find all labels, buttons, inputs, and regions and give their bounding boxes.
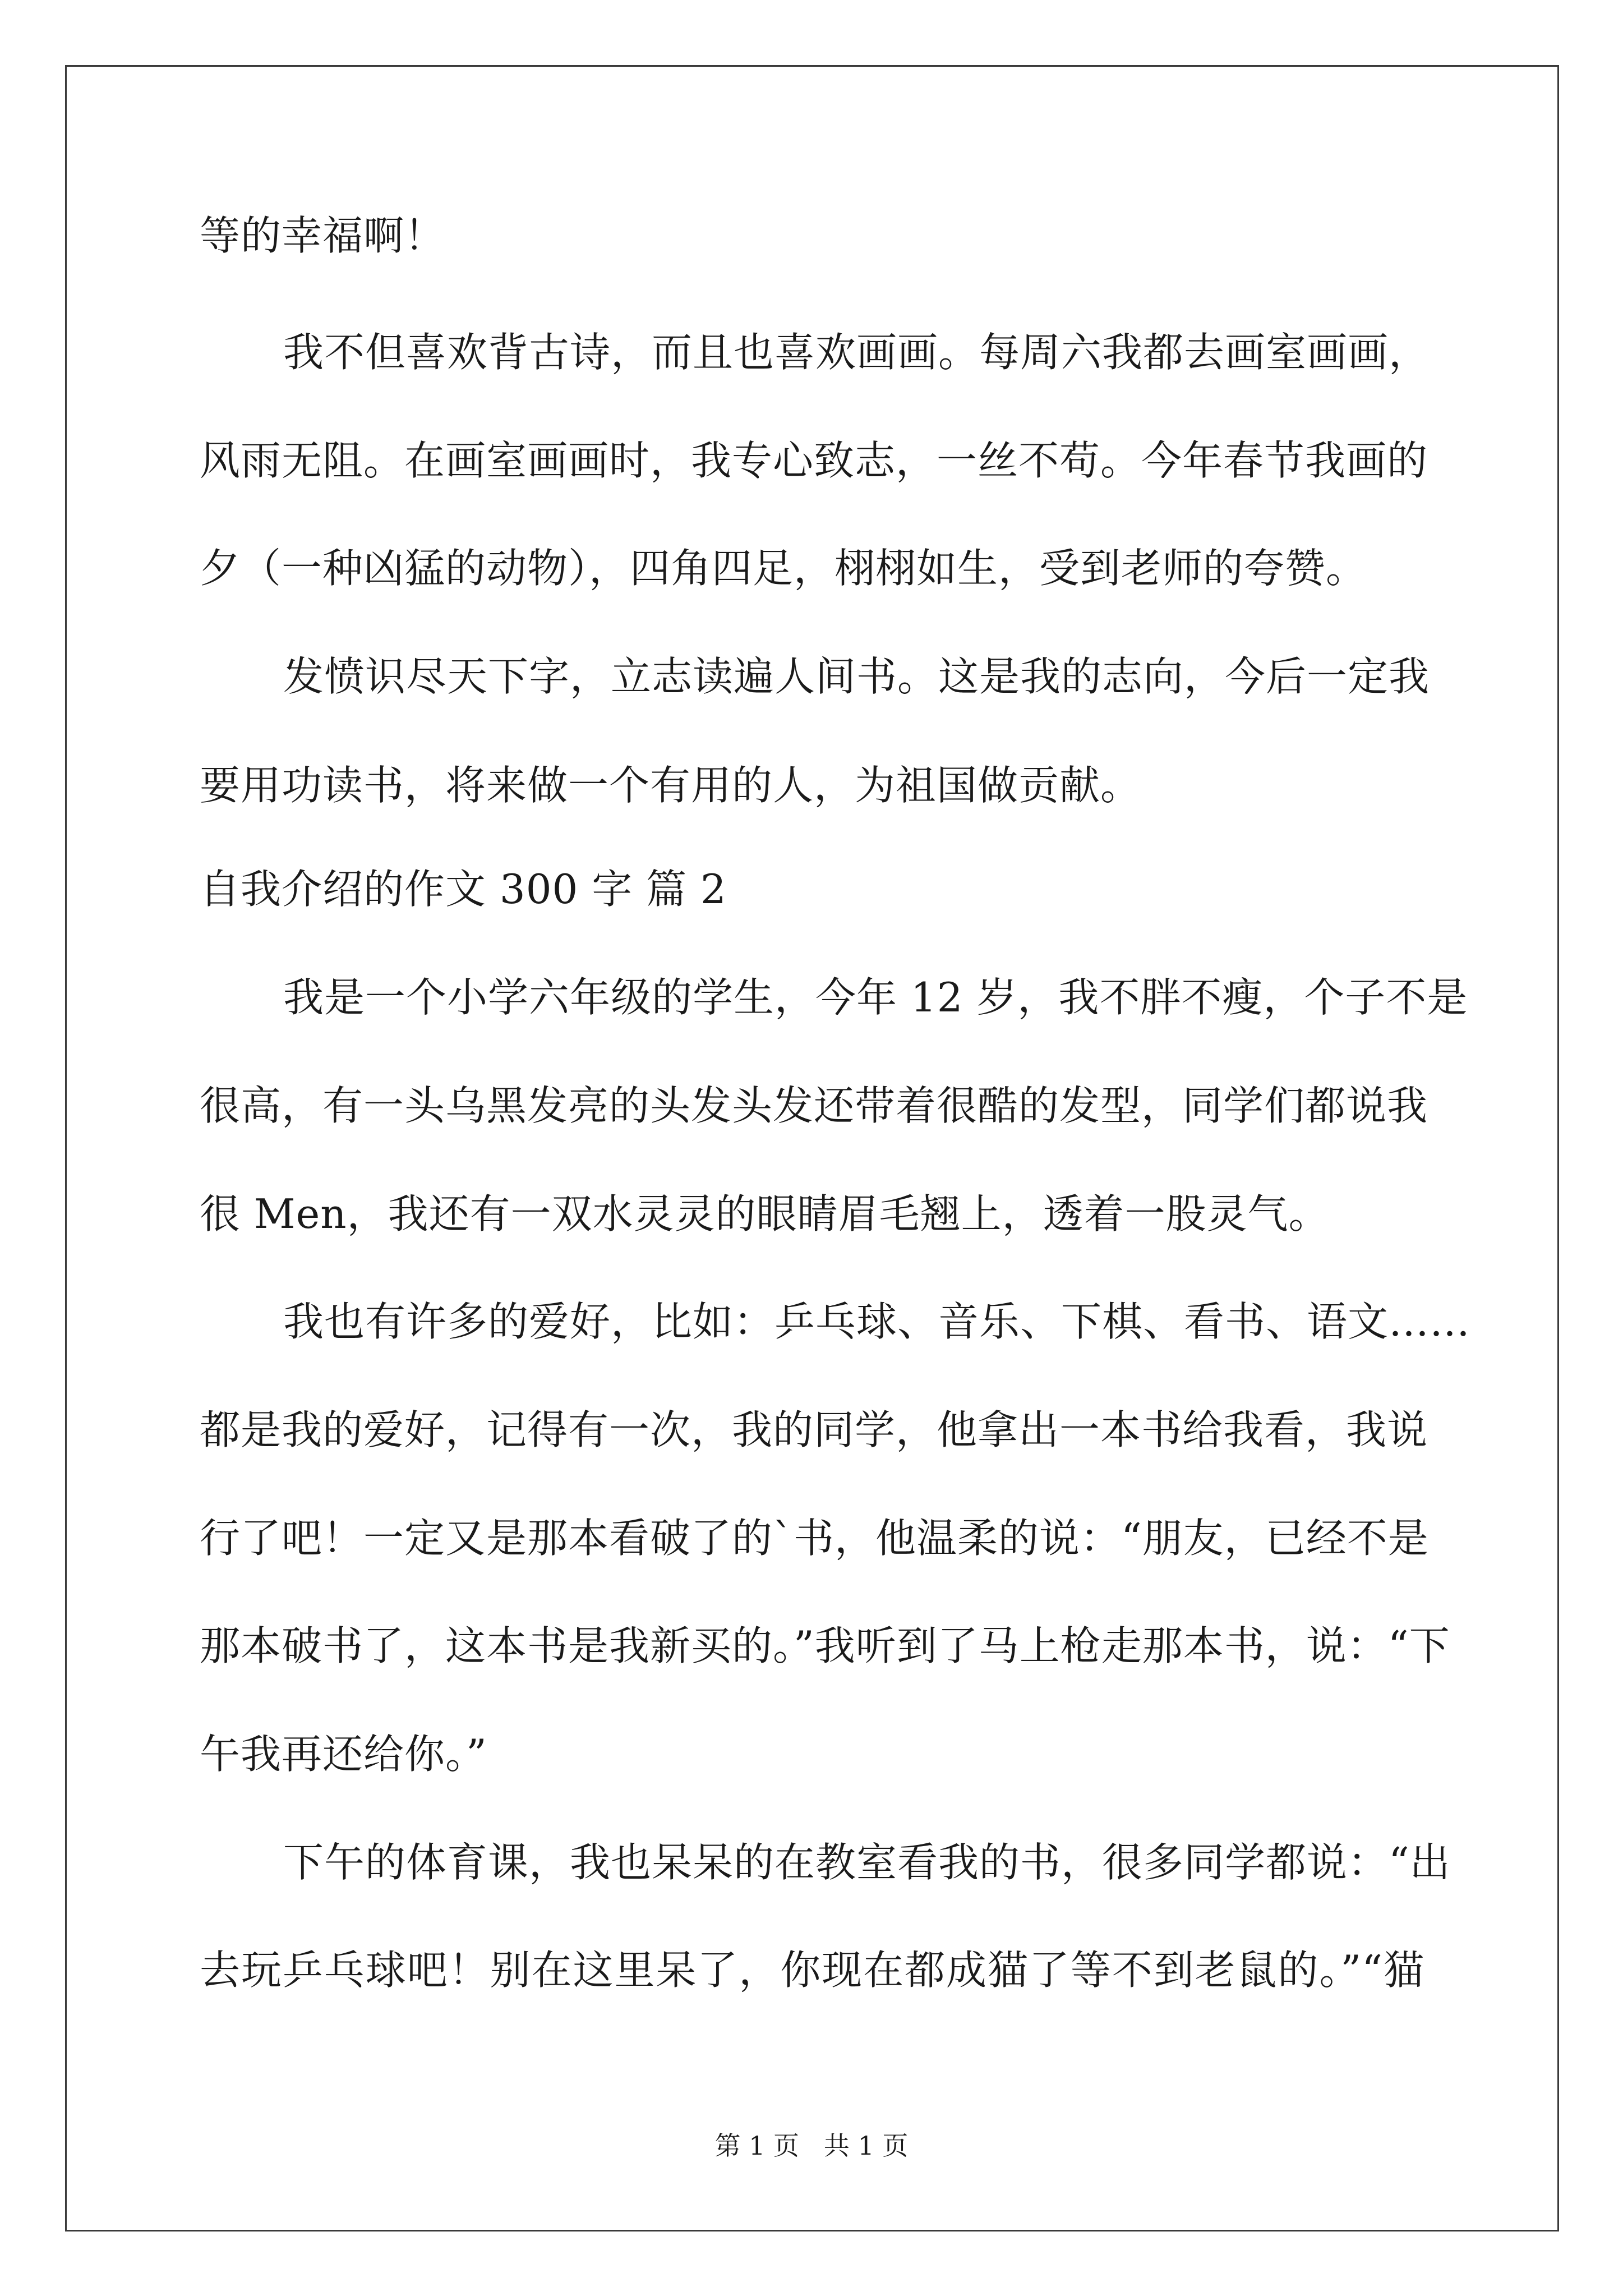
page-number: 第 1 页 共 1 页 [714,2131,909,2161]
paragraph-start-line: 下午的体育课，我也呆呆的在教室看我的书，很多同学都说：“出 [283,1839,1451,1886]
text-line: 午我再还给你。” [200,1731,487,1778]
page-footer [0,2129,1623,2162]
text-line: 要用功读书，将来做一个有用的人，为祖国做贡献。 [200,762,1142,809]
section-heading: 自我介绍的作文 300 字 篇 2 [200,866,727,913]
text-line: 风雨无阻。在画室画画时，我专心致志，一丝不苟。今年春节我画的 [200,437,1428,484]
text-line: 等的幸福啊！ [200,212,446,259]
paragraph-start-line: 我也有许多的爱好，比如：乒乓球、音乐、下棋、看书、语文…… [283,1298,1471,1345]
text-line: 行了吧！一定又是那本看破了的`书，他温柔的说：“朋友，已经不是 [200,1515,1429,1562]
page-border [65,65,1559,2231]
paragraph-start-line: 我是一个小学六年级的学生，今年 12 岁，我不胖不瘦，个子不是 [283,974,1468,1021]
paragraph-start-line: 我不但喜欢背古诗，而且也喜欢画画。每周六我都去画室画画， [283,329,1430,376]
text-line: 那本破书了，这本书是我新买的。”我听到了马上枪走那本书，说：“下 [200,1622,1450,1669]
text-line: 都是我的爱好，记得有一次，我的同学，他拿出一本书给我看，我说 [200,1406,1428,1453]
text-line: 很高，有一头乌黑发亮的头发头发还带着很酷的发型，同学们都说我 [200,1082,1428,1129]
text-line: 去玩乒乓球吧！别在这里呆了，你现在都成猫了等不到老鼠的。”“猫 [200,1947,1424,1994]
text-line: 很 Men，我还有一双水灵灵的眼睛眉毛翘上，透着一股灵气。 [200,1190,1330,1237]
text-line: 夕（一种凶猛的动物），四角四足，栩栩如生，受到老师的夸赞。 [200,545,1367,592]
paragraph-start-line: 发愤识尽天下字，立志读遍人间书。这是我的志向，今后一定我 [283,653,1430,700]
